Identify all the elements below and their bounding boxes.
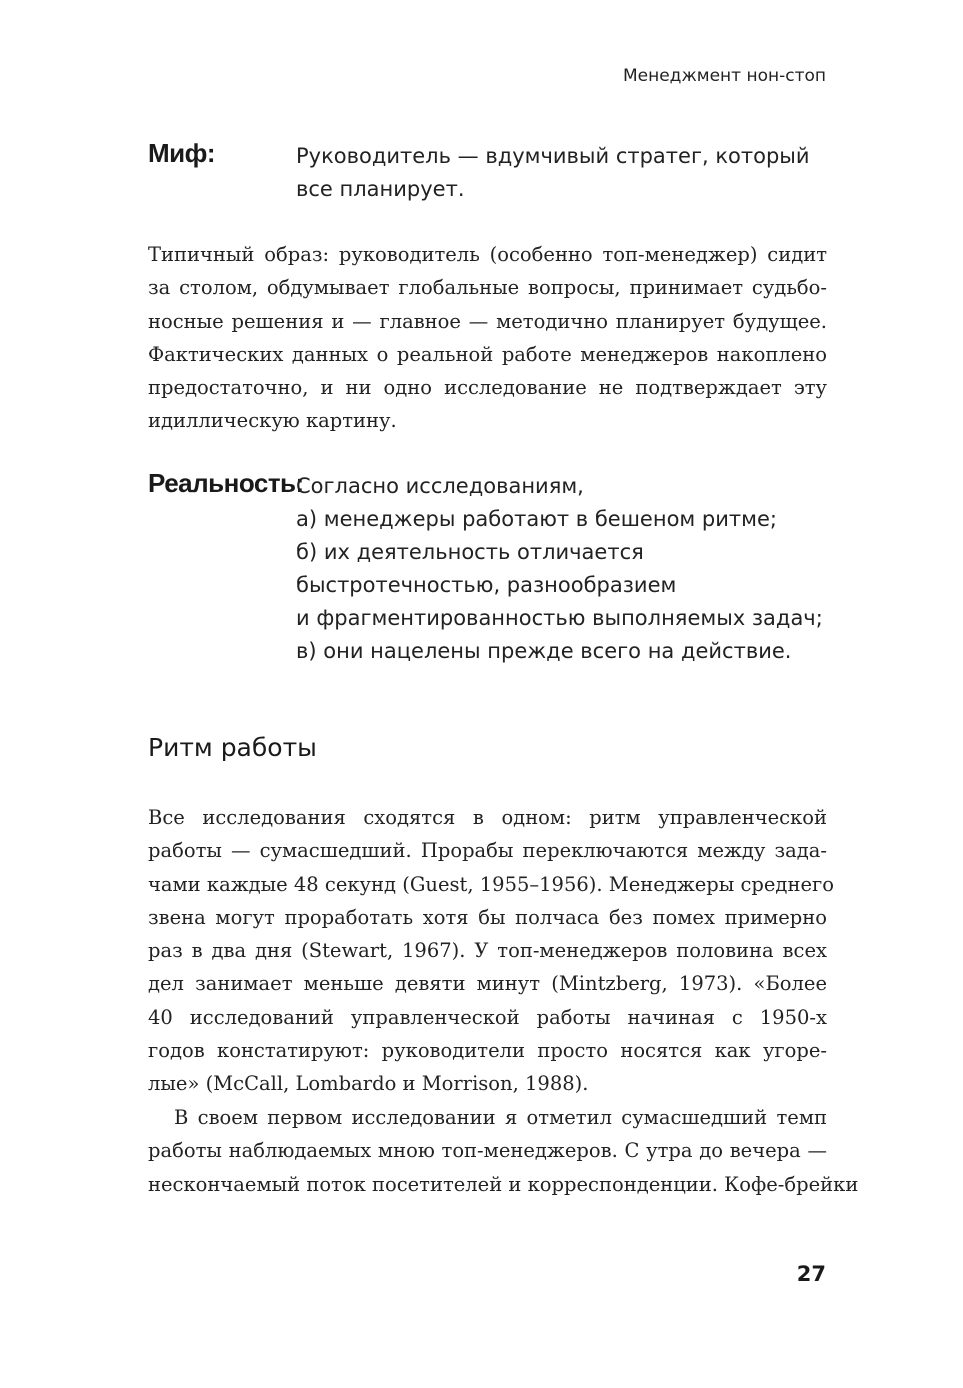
paragraph-line: лые» (McCall, Lombardo и Morrison, 1988). [148, 1072, 589, 1096]
myth-statement [296, 140, 810, 206]
paragraph-line: носные решения и — главное — методично планирует будущее. [148, 309, 827, 333]
paragraph-line: дел занимает меньше девяти минут (Mintzberg, 1973). «Более [148, 972, 827, 996]
body-paragraph-2 [148, 1101, 859, 1201]
myth-line: Руководитель — вдумчивый стратег, который [296, 144, 810, 168]
paragraph-line: работы наблюдаемых мною топ-менеджеров. С утра до вечера — [148, 1139, 827, 1163]
paragraph-line: раз в два дня (Stewart, 1967). У топ-менеджеров половина всех [148, 939, 827, 963]
paragraph-line: за столом, обдумывает глобальные вопросы, принимает судьбо- [148, 276, 827, 300]
reality-line: в) они нацелены прежде всего на действие. [296, 639, 792, 663]
paragraph-line: годов констатируют: руководители просто носятся как угоре- [148, 1039, 827, 1063]
myth-line: все планирует. [296, 177, 465, 201]
reality-line: а) менеджеры работают в бешеном ритме; [296, 507, 777, 531]
reality-line: Согласно исследованиям, [296, 474, 584, 498]
paragraph-line: Типичный образ: руководитель (особенно топ-менеджер) сидит [148, 243, 827, 266]
page-number: 27 [796, 1262, 826, 1286]
running-header: Менеджмент нон-стоп [622, 66, 826, 86]
body-paragraph-1 [148, 801, 834, 1101]
paragraph-line: Все исследования сходятся в одном: ритм управленческой [148, 806, 827, 829]
paragraph-line: В своем первом исследовании я отметил сумасшедший темп [174, 1106, 827, 1129]
paragraph-line: чами каждые 48 секунд (Guest, 1955–1956). Менеджеры среднего [148, 872, 834, 896]
reality-line: б) их деятельность отличается [296, 540, 644, 564]
myth-label: Миф: [148, 138, 216, 168]
reality-line: и фрагментированностью выполняемых задач; [296, 606, 823, 630]
section-heading: Ритм работы [148, 733, 317, 762]
paragraph-line: 40 исследований управленческой работы начиная с 1950-х [148, 1005, 827, 1029]
paragraph-line: нескончаемый поток посетителей и корреспонденции. Кофе-брейки [148, 1172, 859, 1196]
paragraph-line: звена могут проработать хотя бы полчаса без помех примерно [148, 905, 827, 929]
paragraph-line: работы — сумасшедший. Прорабы переключаются между зада- [148, 839, 827, 863]
reality-statement [296, 470, 823, 668]
paragraph-line: идиллическую картину. [148, 409, 397, 433]
reality-label: Реальность: [148, 468, 304, 498]
reality-line: быстротечностью, разнообразием [296, 573, 677, 597]
paragraph-line: Фактических данных о реальной работе менеджеров накоплено [148, 342, 827, 366]
myth-paragraph [148, 238, 827, 438]
paragraph-line: предостаточно, и ни одно исследование не подтверждает эту [148, 376, 827, 400]
